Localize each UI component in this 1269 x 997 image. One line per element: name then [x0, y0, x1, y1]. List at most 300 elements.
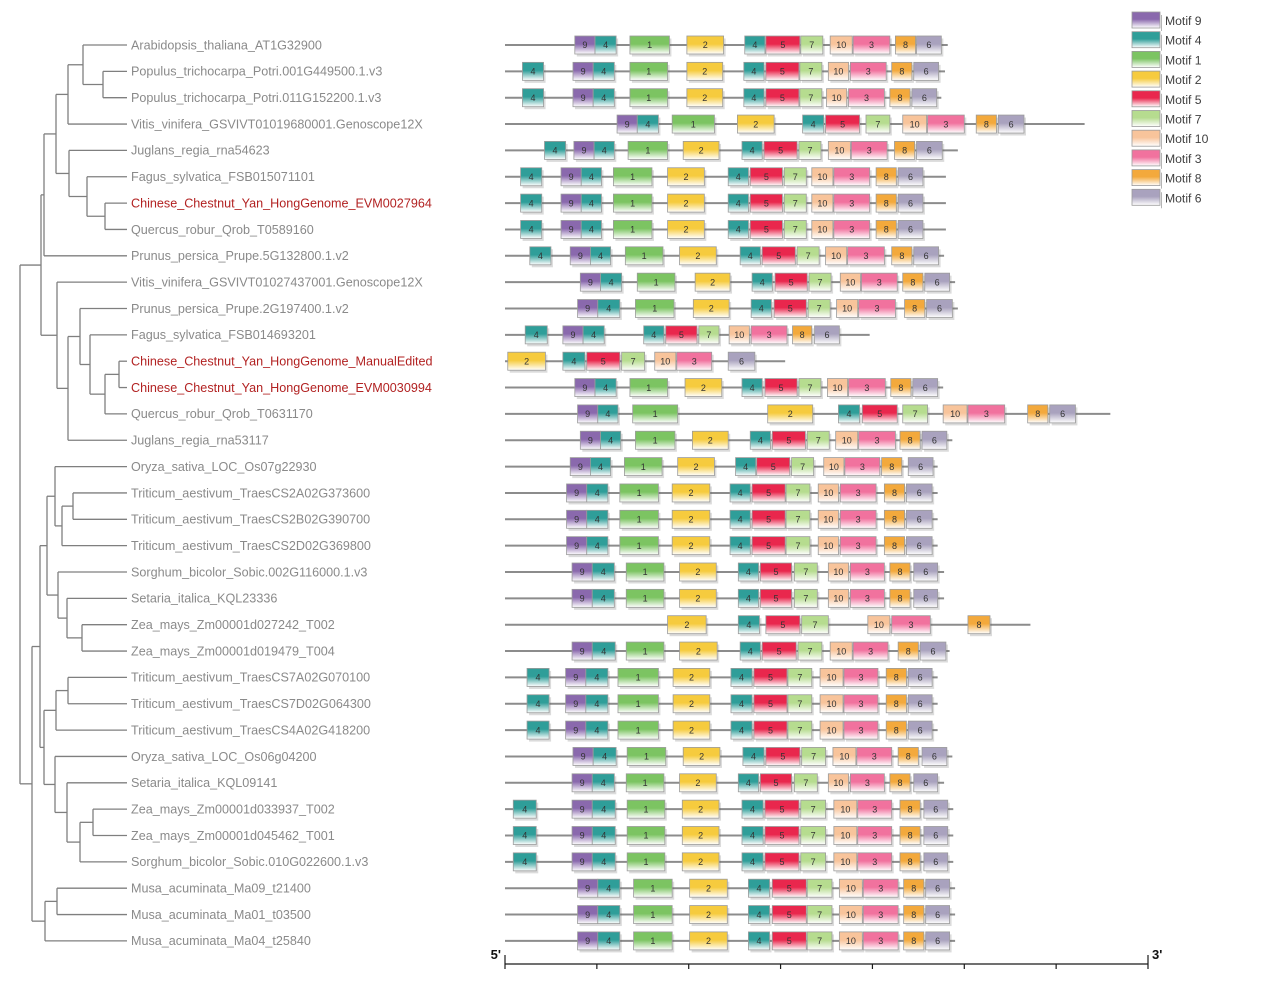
- motif-number-label: 4: [537, 251, 543, 261]
- motif-box: [908, 668, 934, 689]
- motif-number-label: 1: [650, 909, 656, 920]
- motif-number-label: 8: [907, 830, 913, 841]
- gene-row: [131, 220, 946, 241]
- motif-box: [906, 484, 934, 505]
- motif-box: [561, 168, 583, 189]
- motif-box: [522, 62, 545, 83]
- motif-number-label: 4: [588, 224, 594, 235]
- motif-box: [586, 721, 610, 742]
- leaf-label: Musa_acuminata_Ma01_t03500: [131, 907, 311, 922]
- motif-number-label: 5: [770, 461, 776, 472]
- motif-number-label: 4: [594, 725, 600, 736]
- motif-number-label: 2: [695, 251, 701, 261]
- motif-number-label: 7: [807, 646, 813, 657]
- motif-number-label: 4: [605, 409, 611, 420]
- motif-box: [858, 853, 894, 874]
- motif-number-label: 8: [891, 488, 897, 499]
- motif-box: [914, 589, 940, 610]
- leaf-label: Triticum_aestivum_TraesCS4A02G418200: [131, 723, 371, 738]
- motif-box: [913, 379, 940, 400]
- motif-box: [809, 273, 833, 294]
- motif-box: [766, 36, 802, 57]
- motif-box: [926, 879, 952, 900]
- motif-box: [802, 616, 831, 637]
- motif-box: [894, 141, 916, 162]
- motif-box: [765, 379, 799, 400]
- motif-box: [626, 563, 666, 584]
- motif-box: [920, 642, 948, 663]
- motif-number-label: 4: [746, 619, 752, 630]
- leaf-label: Triticum_aestivum_TraesCS2A02G373600: [131, 486, 371, 501]
- motif-number-label: 4: [759, 277, 765, 288]
- motif-box: [572, 589, 594, 610]
- motif-box: [834, 800, 859, 821]
- motif-number-label: 1: [635, 672, 641, 683]
- motif-number-label: 5: [778, 145, 784, 156]
- motif-box: [592, 642, 617, 663]
- motif-box: [903, 405, 930, 426]
- motif-box: [595, 36, 618, 57]
- motif-number-label: 6: [1060, 409, 1066, 420]
- motif-box: [904, 906, 926, 927]
- motif-number-label: 10: [826, 698, 837, 709]
- motif-number-label: 7: [811, 751, 817, 762]
- motif-box: [895, 36, 917, 57]
- motif-number-label: 4: [750, 857, 756, 868]
- motif-box: [613, 220, 654, 241]
- motif-number-label: 8: [893, 698, 899, 709]
- motif-number-label: 3: [858, 672, 864, 683]
- leaf-label: Populus_trichocarpa_Potri.011G152200.1.v3: [131, 91, 382, 105]
- motif-number-label: 2: [698, 145, 704, 156]
- gene-row: [131, 36, 948, 57]
- motif-number-label: 6: [916, 540, 922, 551]
- motif-box: [680, 774, 719, 795]
- motif-box: [635, 431, 676, 452]
- gene-row: [131, 352, 785, 373]
- motif-box: [575, 379, 597, 400]
- motif-number-label: 9: [624, 119, 630, 130]
- motif-number-label: 7: [792, 198, 798, 209]
- motif-box: [748, 932, 771, 953]
- motif-number-label: 4: [737, 540, 743, 551]
- motif-number-label: 2: [698, 804, 704, 815]
- gene-row: [131, 668, 938, 689]
- motif-box: [672, 510, 712, 531]
- motif-box: [668, 220, 707, 241]
- motif-number-label: 7: [817, 883, 823, 894]
- legend-swatch: [1132, 91, 1160, 107]
- leaf-label: Oryza_sativa_LOC_Os07g22930: [131, 459, 317, 474]
- motif-box: [587, 510, 610, 531]
- motif-box: [680, 642, 720, 663]
- motif-number-label: 4: [603, 40, 609, 51]
- legend-item: [1132, 130, 1209, 149]
- phylo-tree: [20, 45, 127, 941]
- motif-number-label: 4: [535, 698, 541, 709]
- motif-box: [892, 62, 914, 83]
- motif-number-label: 7: [797, 698, 803, 709]
- motif-number-label: 5: [840, 119, 846, 130]
- motif-box: [742, 379, 764, 400]
- motif-box: [590, 247, 612, 267]
- motif-number-label: 9: [573, 725, 579, 736]
- motif-box: [886, 695, 908, 716]
- leaf-label: Fagus_sylvatica_FSB015071101: [131, 170, 315, 185]
- motif-number-label: 10: [840, 857, 851, 868]
- motif-box: [830, 36, 854, 57]
- motif-number-label: 4: [522, 857, 528, 868]
- motif-number-label: 2: [695, 646, 701, 657]
- motif-box: [566, 695, 588, 716]
- motif-number-label: 2: [710, 277, 716, 288]
- leaf-label: Populus_trichocarpa_Potri.001G449500.1.v3: [131, 64, 383, 79]
- motif-box: [784, 220, 808, 241]
- motif-number-label: 5: [786, 936, 792, 947]
- motif-number-label: 6: [1008, 119, 1014, 130]
- motif-number-label: 8: [910, 277, 916, 288]
- motif-number-label: 4: [735, 224, 741, 235]
- motif-number-label: 6: [931, 751, 937, 762]
- motif-box: [673, 721, 712, 742]
- motif-box: [828, 563, 850, 584]
- motif-number-label: 4: [752, 40, 758, 51]
- motif-box: [563, 352, 587, 373]
- motif-box: [890, 589, 912, 610]
- motif-box: [563, 326, 585, 347]
- motif-number-label: 1: [643, 751, 649, 762]
- motif-number-label: 3: [866, 145, 872, 156]
- motif-box: [914, 62, 941, 83]
- motif-box: [570, 458, 592, 479]
- motif-number-label: 2: [684, 619, 690, 630]
- legend-item: [1132, 12, 1202, 31]
- motif-box: [837, 300, 860, 321]
- motif-number-label: 3: [872, 804, 878, 815]
- motif-number-label: 2: [695, 567, 701, 578]
- gene-row: [131, 774, 944, 795]
- leaf-label: Musa_acuminata_Ma09_t21400: [131, 881, 311, 896]
- motif-number-label: 7: [812, 619, 818, 630]
- motif-box: [828, 774, 850, 795]
- motif-box: [799, 141, 823, 162]
- motif-number-label: 5: [773, 567, 779, 578]
- legend-label: Motif 7: [1165, 112, 1202, 127]
- motif-number-label: 4: [750, 830, 756, 841]
- motif-box: [943, 405, 969, 426]
- gene-row: [131, 326, 870, 347]
- gene-row: [131, 853, 953, 874]
- motif-number-label: 2: [705, 883, 711, 894]
- motif-number-label: 9: [570, 330, 576, 341]
- motif-number-label: 1: [650, 883, 656, 894]
- motif-box: [620, 484, 661, 505]
- motif-box: [797, 247, 821, 267]
- gene-row: [131, 484, 938, 505]
- motif-number-label: 3: [872, 857, 878, 868]
- legend-swatch: [1132, 71, 1160, 87]
- gene-row: [131, 405, 1110, 426]
- motif-number-label: 8: [905, 646, 911, 657]
- motif-number-label: 3: [849, 171, 855, 182]
- motif-box: [738, 616, 761, 637]
- leaf-label: Juglans_regia_rna53117: [131, 433, 269, 448]
- motif-box: [592, 853, 617, 874]
- motif-number-label: 1: [640, 461, 646, 472]
- motif-box: [754, 668, 789, 689]
- legend-item: [1132, 51, 1202, 70]
- motif-number-label: 7: [810, 804, 816, 815]
- motif-number-label: 3: [858, 725, 864, 736]
- motif-box: [760, 774, 793, 795]
- motif-box: [587, 484, 610, 505]
- motif-box: [906, 510, 934, 531]
- motif-box: [890, 563, 912, 584]
- motif-number-label: 4: [745, 593, 751, 604]
- motif-box: [751, 326, 789, 347]
- motif-box: [827, 89, 849, 110]
- motif-box: [898, 168, 925, 189]
- motif-box: [765, 800, 801, 821]
- motif-number-label: 7: [875, 119, 881, 130]
- legend-label: Motif 3: [1165, 151, 1202, 166]
- legend-swatch: [1132, 150, 1160, 166]
- motif-number-label: 4: [600, 567, 606, 578]
- motif-box: [858, 800, 894, 821]
- gene-row: [131, 89, 941, 110]
- motif-number-label: 2: [695, 593, 701, 604]
- motif-box: [750, 431, 772, 452]
- motif-box: [752, 510, 787, 531]
- motif-box: [828, 589, 850, 610]
- motif-number-label: 8: [983, 119, 989, 130]
- motif-box: [793, 326, 814, 347]
- motif-box: [740, 247, 762, 267]
- motif-number-label: 9: [582, 40, 588, 51]
- motif-box: [587, 537, 610, 558]
- motif-box: [742, 827, 765, 848]
- motif-number-label: 6: [917, 672, 923, 683]
- motif-number-label: 3: [876, 277, 882, 288]
- motif-box: [818, 510, 840, 531]
- motif-number-label: 1: [636, 514, 642, 525]
- motif-number-label: 6: [935, 909, 941, 920]
- motif-box: [834, 220, 872, 241]
- motif-number-label: 8: [905, 751, 911, 762]
- motif-number-label: 5: [780, 619, 786, 630]
- motif-number-label: 2: [688, 514, 694, 525]
- motif-number-label: 8: [883, 224, 889, 235]
- leaf-label: Musa_acuminata_Ma04_t25840: [131, 934, 311, 949]
- motif-box: [840, 273, 862, 294]
- motif-number-label: 2: [702, 40, 708, 51]
- motif-number-label: 8: [912, 303, 918, 314]
- motif-box: [513, 853, 538, 874]
- motif-number-label: 10: [817, 198, 828, 209]
- motif-number-label: 3: [858, 698, 864, 709]
- motif-number-label: 9: [579, 804, 585, 815]
- motif-number-label: 4: [739, 672, 745, 683]
- motif-box: [812, 194, 835, 215]
- motif-number-label: 4: [758, 303, 764, 314]
- motif-box: [844, 721, 880, 742]
- motif-box: [626, 642, 666, 663]
- motif-number-label: 5: [766, 540, 772, 551]
- motif-number-label: 4: [601, 830, 607, 841]
- motif-box: [914, 774, 940, 795]
- motif-box: [687, 36, 726, 57]
- motif-box: [859, 300, 898, 321]
- legend-swatch: [1132, 12, 1160, 28]
- motif-box: [820, 721, 845, 742]
- motif-box: [750, 168, 784, 189]
- motif-box: [904, 932, 926, 953]
- motif-number-label: 3: [855, 488, 861, 499]
- motif-number-label: 3: [849, 224, 855, 235]
- motif-number-label: 8: [907, 804, 913, 815]
- motif-box: [928, 115, 967, 136]
- motif-box: [917, 141, 945, 162]
- motif-box: [561, 220, 583, 241]
- motif-number-label: 10: [833, 593, 844, 604]
- motif-box: [668, 168, 707, 189]
- motif-number-label: 7: [797, 725, 803, 736]
- motif-box: [851, 141, 889, 162]
- motif-number-label: 9: [568, 224, 574, 235]
- motif-number-label: 7: [792, 171, 798, 182]
- motif-number-label: 8: [907, 435, 913, 446]
- motif-box: [673, 695, 712, 716]
- motif-number-label: 5: [767, 725, 773, 736]
- motif-box: [592, 563, 616, 584]
- legend-item: [1132, 71, 1202, 90]
- motif-box: [760, 563, 793, 584]
- motif-number-label: 10: [734, 330, 745, 341]
- motif-box: [850, 563, 886, 584]
- motif-number-label: 10: [909, 119, 920, 130]
- motif-number-label: 1: [630, 224, 636, 235]
- motif-box: [830, 642, 854, 663]
- motif-number-label: 10: [836, 646, 847, 657]
- leaf-label: Zea_mays_Zm00001d045462_T001: [131, 828, 335, 843]
- motif-number-label: 4: [530, 92, 536, 103]
- motif-box: [788, 668, 814, 689]
- motif-number-label: 6: [933, 857, 939, 868]
- motif-box: [587, 352, 622, 373]
- motif-number-label: 6: [936, 303, 942, 314]
- motif-box: [678, 458, 717, 479]
- motif-number-label: 5: [600, 356, 606, 367]
- motif-number-label: 9: [579, 857, 585, 868]
- motif-box: [850, 62, 888, 83]
- motif-number-label: 4: [528, 198, 534, 209]
- motif-number-label: 9: [568, 171, 574, 182]
- motif-box: [572, 642, 594, 663]
- motif-box: [820, 695, 845, 716]
- motif-box: [745, 36, 767, 57]
- motif-box: [803, 115, 826, 136]
- motif-number-label: 10: [826, 672, 837, 683]
- motif-number-label: 5: [773, 593, 779, 604]
- motif-box: [839, 906, 864, 927]
- motif-box: [682, 827, 721, 848]
- motif-box: [807, 431, 831, 452]
- motif-box: [630, 36, 671, 57]
- motif-number-label: 1: [646, 382, 652, 393]
- motif-box: [760, 589, 793, 610]
- leaf-label: Prunus_persica_Prupe.2G197400.1.v2: [131, 301, 349, 316]
- motif-box: [908, 695, 934, 716]
- motif-number-label: 1: [643, 804, 649, 815]
- motif-box: [730, 537, 752, 558]
- motif-box: [891, 379, 913, 400]
- motif-box: [818, 537, 840, 558]
- legend-label: Motif 2: [1165, 73, 1202, 88]
- motif-box: [680, 247, 719, 267]
- legend-item: [1132, 32, 1202, 51]
- motif-box: [827, 379, 849, 400]
- motif-box: [922, 431, 949, 452]
- motif-box: [581, 168, 603, 189]
- motif-box: [898, 747, 920, 768]
- motif-number-label: 7: [795, 514, 801, 525]
- motif-box: [802, 747, 828, 768]
- motif-number-label: 5: [767, 698, 773, 709]
- motif-number-label: 6: [916, 488, 922, 499]
- motif-box: [900, 800, 922, 821]
- motif-number-label: 4: [757, 435, 763, 446]
- motif-number-label: 5: [766, 514, 772, 525]
- motif-number-label: 9: [579, 830, 585, 841]
- motif-number-label: 8: [911, 909, 917, 920]
- motif-box: [784, 168, 808, 189]
- motif-box: [578, 906, 600, 927]
- motif-box: [765, 827, 801, 848]
- motif-box: [868, 616, 892, 637]
- three-prime-label: 3': [1152, 947, 1163, 962]
- leaf-label: Arabidopsis_thaliana_AT1G32900: [131, 38, 322, 53]
- motif-box: [561, 194, 583, 215]
- motif-box: [687, 62, 725, 83]
- motif-box: [772, 879, 808, 900]
- motif-box: [839, 932, 864, 953]
- motif-box: [566, 668, 588, 689]
- motif-number-label: 3: [855, 540, 861, 551]
- motif-box: [580, 431, 602, 452]
- motif-number-label: 4: [533, 330, 539, 341]
- motif-box: [680, 563, 719, 584]
- motif-number-label: 2: [688, 488, 694, 499]
- motif-box: [807, 932, 834, 953]
- motif-number-label: 10: [873, 619, 884, 630]
- motif-number-label: 4: [603, 382, 609, 393]
- motif-number-label: 4: [588, 198, 594, 209]
- legend: [1132, 12, 1209, 208]
- motif-number-label: 9: [585, 936, 591, 947]
- gene-row: [131, 431, 952, 452]
- motif-number-label: 3: [864, 382, 870, 393]
- motif-number-label: 4: [751, 66, 757, 77]
- motif-number-label: 5: [766, 488, 772, 499]
- motif-box: [672, 537, 712, 558]
- motif-number-label: 4: [846, 409, 852, 420]
- motif-box: [794, 589, 819, 610]
- motif-box: [683, 747, 722, 768]
- motif-box: [525, 326, 549, 347]
- leaf-label: Quercus_robur_Qrob_T0589160: [131, 222, 314, 237]
- legend-swatch: [1132, 32, 1160, 48]
- motif-number-label: 9: [579, 593, 585, 604]
